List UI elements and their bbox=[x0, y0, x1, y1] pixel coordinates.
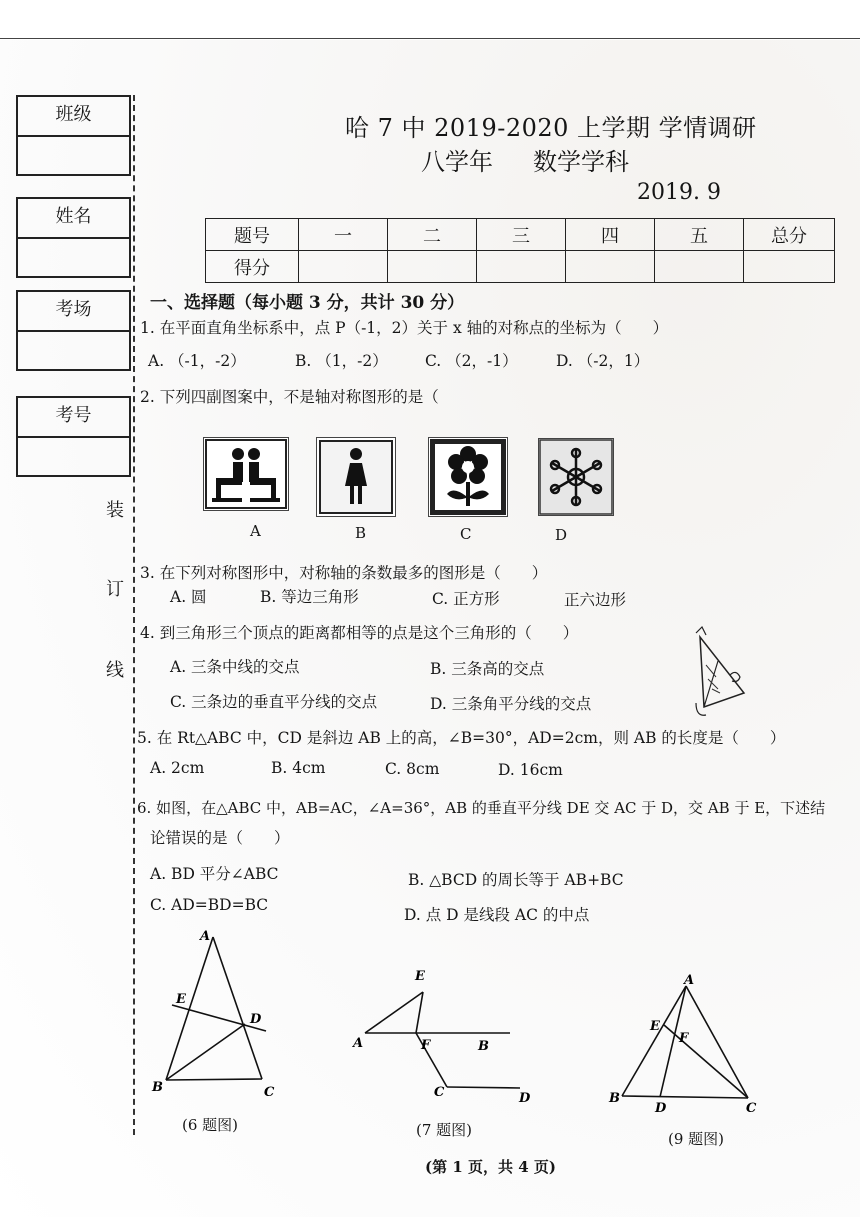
q2-figure-d-snowflake bbox=[538, 438, 614, 516]
figure-9-caption: (9 题图) bbox=[668, 1130, 725, 1148]
q1-option-c: C. （2，-1） bbox=[425, 352, 518, 370]
name-field[interactable] bbox=[18, 239, 129, 276]
q2-figure-a-sitting-people bbox=[203, 437, 289, 511]
q5-option-c: C. 8cm bbox=[385, 760, 440, 778]
binding-char-zhuang: 装 bbox=[106, 500, 124, 521]
q4-option-b: B. 三条高的交点 bbox=[430, 660, 545, 678]
score-table-score-row bbox=[206, 251, 835, 283]
q2-stem: 2. 下列四副图案中，不是轴对称图形的是（ bbox=[140, 388, 439, 406]
q3-option-c: C. 正方形 bbox=[432, 590, 500, 608]
fig9-point-f: F bbox=[679, 1031, 689, 1046]
q2-label-a: A bbox=[250, 522, 261, 540]
exam-date: 2019. 9 bbox=[637, 180, 721, 205]
q4-option-a: A. 三条中线的交点 bbox=[170, 658, 300, 676]
fig7-point-f: F bbox=[421, 1038, 431, 1053]
fig6-point-a: A bbox=[200, 929, 211, 944]
header-cell: 五 bbox=[655, 219, 744, 251]
page-number: (第 1 页，共 4 页) bbox=[425, 1158, 556, 1176]
q5-option-a: A. 2cm bbox=[150, 759, 205, 777]
q4-option-c: C. 三条边的垂直平分线的交点 bbox=[170, 693, 378, 711]
score-cell[interactable] bbox=[388, 251, 477, 283]
top-rule bbox=[0, 38, 860, 39]
q3-option-b: B. 等边三角形 bbox=[260, 588, 359, 606]
q6-option-c: C. AD=BD=BC bbox=[150, 896, 269, 914]
q6-option-a: A. BD 平分∠ABC bbox=[150, 865, 279, 883]
fig7-point-d: D bbox=[519, 1091, 531, 1106]
q6-option-d: D. 点 D 是线段 AC 的中点 bbox=[404, 906, 590, 924]
binding-char-ding: 订 bbox=[106, 579, 124, 600]
q4-option-d: D. 三条角平分线的交点 bbox=[430, 695, 592, 713]
score-cell[interactable] bbox=[655, 251, 744, 283]
score-cell[interactable] bbox=[477, 251, 566, 283]
fig9-point-e: E bbox=[650, 1019, 660, 1034]
fig7-point-a: A bbox=[353, 1036, 364, 1051]
fig6-point-b: B bbox=[152, 1080, 163, 1095]
q6-option-b: B. △BCD 的周长等于 AB+BC bbox=[408, 871, 624, 889]
fig9-point-d: D bbox=[655, 1101, 667, 1116]
q2-label-b: B bbox=[355, 524, 367, 542]
exam-number-label: 考号 bbox=[18, 398, 129, 438]
q1-stem: 1. 在平面直角坐标系中，点 P（-1，2）关于 x 轴的对称点的坐标为（ ） bbox=[140, 319, 669, 337]
score-cell[interactable] bbox=[299, 251, 388, 283]
header-cell: 一 bbox=[299, 219, 388, 251]
q4-stem: 4. 到三角形三个顶点的距离都相等的点是这个三角形的（ ） bbox=[140, 624, 579, 642]
q5-option-b: B. 4cm bbox=[271, 759, 326, 777]
fig9-point-c: C bbox=[746, 1101, 757, 1116]
q1-option-b: B. （1，-2） bbox=[295, 352, 388, 370]
exam-room-field[interactable] bbox=[18, 332, 129, 369]
q6-stem-line1: 6. 如图，在△ABC 中，AB=AC，∠A=36°，AB 的垂直平分线 DE 交 AC 于 D，交 AB 于 E，下述结 bbox=[137, 799, 826, 817]
q2-figure-b-woman-sign bbox=[316, 437, 396, 517]
exam-room-box bbox=[16, 290, 131, 371]
q1-option-d: D. （-2，1） bbox=[556, 352, 650, 370]
score-table-header-row bbox=[206, 219, 835, 251]
q3-option-d: 正六边形 bbox=[564, 591, 627, 609]
fig6-point-d: D bbox=[250, 1012, 262, 1027]
fig9-point-a: A bbox=[684, 973, 695, 988]
header-cell: 二 bbox=[388, 219, 477, 251]
figure-6-caption: (6 题图) bbox=[182, 1116, 239, 1134]
binding-line bbox=[133, 95, 135, 1135]
q3-option-a: A. 圆 bbox=[170, 588, 207, 606]
exam-number-box bbox=[16, 396, 131, 477]
figure-9-diagram bbox=[600, 972, 770, 1122]
class-field[interactable] bbox=[18, 137, 129, 174]
exam-title: 哈 7 中 2019-2020 上学期 学情调研 bbox=[345, 114, 757, 142]
q2-figure-c-flower bbox=[428, 437, 508, 517]
q1-option-a: A. （-1，-2） bbox=[148, 352, 246, 370]
section-heading: 一、选择题（每小题 3 分，共计 30 分） bbox=[150, 293, 465, 313]
fig9-point-b: B bbox=[609, 1091, 620, 1106]
exam-room-label: 考场 bbox=[18, 292, 129, 332]
fig6-point-c: C bbox=[264, 1085, 275, 1100]
name-box bbox=[16, 197, 131, 278]
header-cell: 题号 bbox=[206, 219, 299, 251]
figure-7-caption: (7 题图) bbox=[416, 1121, 473, 1139]
q2-label-c: C bbox=[460, 525, 472, 543]
binding-char-xian: 线 bbox=[106, 660, 124, 681]
name-label: 姓名 bbox=[18, 199, 129, 239]
figure-6-diagram bbox=[140, 925, 290, 1105]
score-row-label: 得分 bbox=[206, 251, 299, 283]
q5-stem: 5. 在 Rt△ABC 中，CD 是斜边 AB 上的高，∠B=30°，AD=2cm，则 AB 的长度是（ ） bbox=[137, 729, 786, 747]
score-cell[interactable] bbox=[566, 251, 655, 283]
q2-label-d: D bbox=[555, 526, 568, 544]
q3-stem: 3. 在下列对称图形中，对称轴的条数最多的图形是（ ） bbox=[140, 564, 548, 582]
class-label: 班级 bbox=[18, 97, 129, 137]
exam-number-field[interactable] bbox=[18, 438, 129, 475]
grade-text: 八学年 bbox=[421, 148, 493, 176]
score-table bbox=[205, 218, 835, 283]
fig6-point-e: E bbox=[176, 992, 186, 1007]
handwritten-sketch bbox=[690, 625, 760, 720]
q6-stem-line2: 论错误的是（ ） bbox=[150, 829, 290, 847]
fig7-point-e: E bbox=[415, 969, 425, 984]
exam-subtitle bbox=[421, 142, 629, 177]
fig7-point-c: C bbox=[434, 1085, 445, 1100]
score-cell[interactable] bbox=[744, 251, 835, 283]
figure-7-diagram bbox=[345, 965, 535, 1110]
header-cell: 四 bbox=[566, 219, 655, 251]
class-box bbox=[16, 95, 131, 176]
fig7-point-b: B bbox=[478, 1039, 489, 1054]
header-cell: 总分 bbox=[744, 219, 835, 251]
q5-option-d: D. 16cm bbox=[498, 761, 563, 779]
header-cell: 三 bbox=[477, 219, 566, 251]
subject-text: 数学学科 bbox=[533, 148, 629, 176]
